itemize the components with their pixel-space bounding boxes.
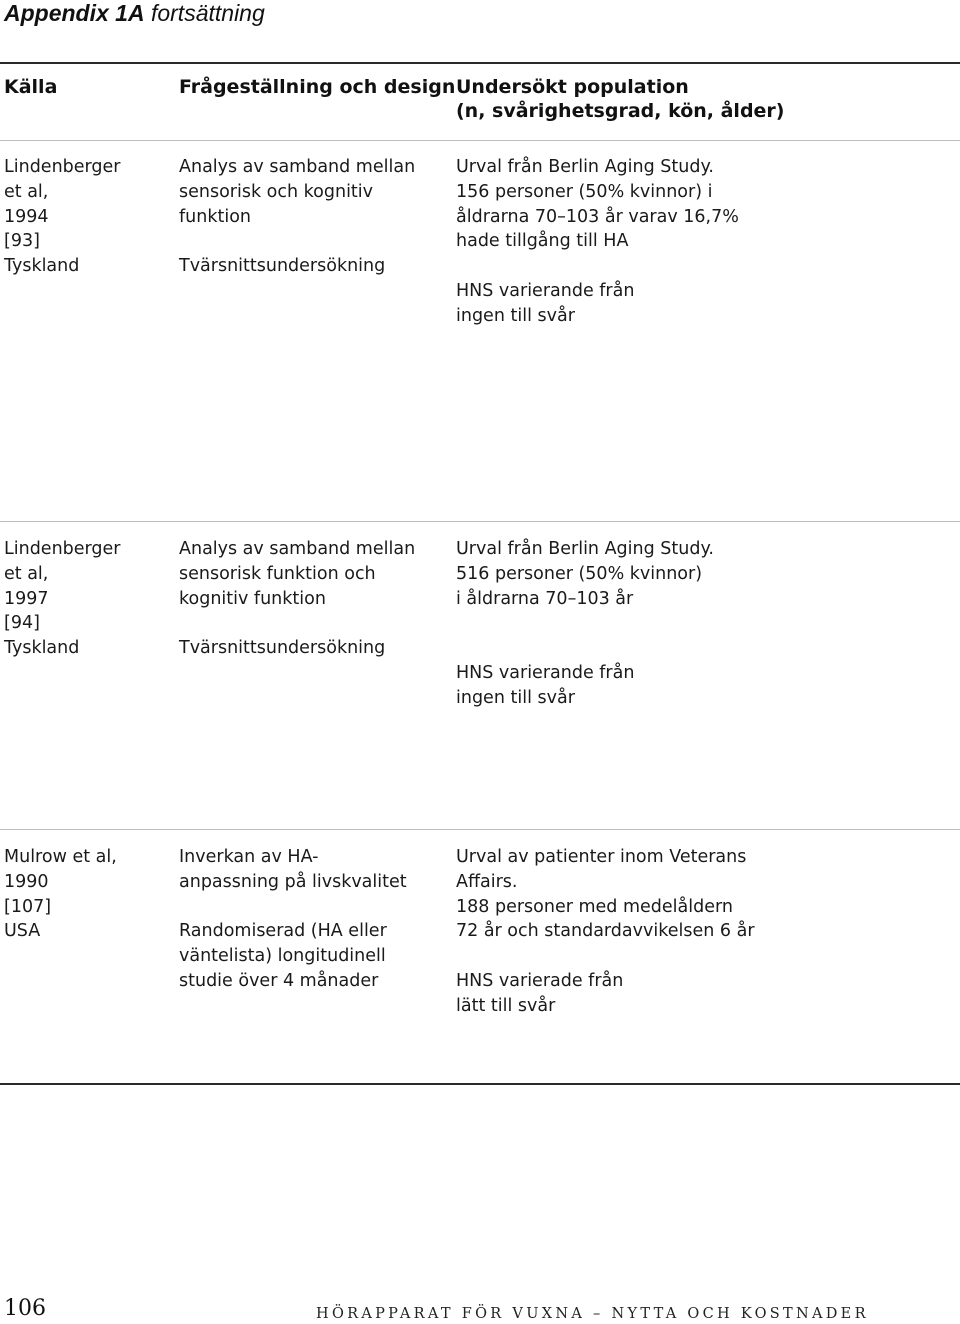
row3-population-line: lätt till svår bbox=[456, 995, 556, 1016]
row2-source-line: [94] bbox=[4, 613, 40, 634]
row2-population-gap bbox=[456, 636, 714, 661]
row1-question bbox=[179, 155, 415, 279]
row2-source-line: Lindenberger bbox=[4, 539, 121, 559]
row3-source bbox=[4, 845, 117, 944]
row1-source-line: Lindenberger bbox=[4, 157, 121, 177]
page-number: 106 bbox=[4, 1296, 46, 1321]
row3-question-line: Randomiserad (HA eller bbox=[179, 921, 387, 942]
column-header-question: Frågeställning och design bbox=[179, 76, 456, 98]
row2-question bbox=[179, 537, 415, 661]
row3-source-line: [107] bbox=[4, 896, 52, 917]
row2-question-line: Analys av samband mellan bbox=[179, 539, 416, 559]
page-title bbox=[4, 0, 265, 26]
row1-population bbox=[456, 155, 739, 329]
row1-population-gap bbox=[456, 254, 739, 279]
row2-population-line: HNS varierande från bbox=[456, 662, 635, 683]
row3-source-line: 1990 bbox=[4, 871, 49, 892]
header-bottom-rule bbox=[0, 140, 960, 141]
row2-source-line: Tyskland bbox=[4, 638, 80, 659]
row1-population-line: hade tillgång till HA bbox=[456, 231, 629, 252]
row1-source-line: Tyskland bbox=[4, 256, 80, 277]
row3-population-line: Urval av patienter inom Veterans bbox=[456, 847, 747, 867]
row1-question-line: Analys av samband mellan bbox=[179, 157, 416, 177]
row1-question-line: funktion bbox=[179, 206, 251, 227]
row2-population-line: i åldrarna 70–103 år bbox=[456, 588, 634, 609]
row2-population-line: ingen till svår bbox=[456, 687, 575, 708]
row1-question-gap bbox=[179, 229, 415, 254]
row2-source-line: 1997 bbox=[4, 588, 49, 609]
header-top-rule bbox=[0, 62, 960, 64]
row3-question-line: anpassning på livskvalitet bbox=[179, 871, 407, 892]
row1-source bbox=[4, 155, 121, 279]
row3-population-line: Affairs. bbox=[456, 871, 518, 892]
row3-population-line: HNS varierade från bbox=[456, 970, 624, 991]
title-continuation: fortsättning bbox=[150, 0, 265, 26]
row2-population-gap bbox=[456, 611, 714, 636]
row3-question-line: väntelista) longitudinell bbox=[179, 946, 386, 967]
row3-population-line: 72 år och standardavvikelsen 6 år bbox=[456, 921, 755, 942]
row1-population-line: ingen till svår bbox=[456, 305, 575, 326]
row2-population bbox=[456, 537, 714, 711]
row2-question-line: kognitiv funktion bbox=[179, 588, 326, 609]
row1-population-line: HNS varierande från bbox=[456, 280, 635, 301]
row3-question-line: Inverkan av HA- bbox=[179, 847, 319, 867]
column-header-population bbox=[456, 75, 784, 123]
row1-question-line: Tvärsnittsundersökning bbox=[179, 256, 386, 277]
table-bottom-rule bbox=[0, 1083, 960, 1085]
row1-population-line: Urval från Berlin Aging Study. bbox=[456, 157, 714, 177]
row2-question-gap bbox=[179, 611, 415, 636]
column-header-source: Källa bbox=[4, 76, 58, 98]
row-divider bbox=[0, 829, 960, 830]
column-header-population-line2: (n, svårighetsgrad, kön, ålder) bbox=[456, 100, 785, 122]
row3-population-line: 188 personer med medelåldern bbox=[456, 896, 733, 917]
row1-source-line: 1994 bbox=[4, 206, 49, 227]
running-title: HÖRAPPARAT FÖR VUXNA – NYTTA OCH KOSTNADER bbox=[316, 1306, 869, 1322]
row3-population-gap bbox=[456, 944, 755, 969]
row2-source bbox=[4, 537, 121, 661]
row1-population-line: 156 personer (50% kvinnor) i bbox=[456, 181, 713, 202]
row2-question-line: Tvärsnittsundersökning bbox=[179, 638, 386, 659]
row3-population bbox=[456, 845, 755, 1019]
row2-source-line: et al, bbox=[4, 563, 49, 584]
row1-source-line: [93] bbox=[4, 231, 40, 252]
row-divider bbox=[0, 521, 960, 522]
row1-question-line: sensorisk och kognitiv bbox=[179, 181, 374, 202]
row3-source-line: USA bbox=[4, 921, 41, 942]
row1-population-line: åldrarna 70–103 år varav 16,7% bbox=[456, 206, 739, 227]
title-appendix: Appendix 1A bbox=[4, 0, 145, 26]
row2-population-line: 516 personer (50% kvinnor) bbox=[456, 563, 703, 584]
row3-source-line: Mulrow et al, bbox=[4, 847, 117, 867]
row3-question-gap bbox=[179, 895, 407, 920]
row3-question bbox=[179, 845, 407, 994]
row3-question-line: studie över 4 månader bbox=[179, 970, 379, 991]
row1-source-line: et al, bbox=[4, 181, 49, 202]
row2-question-line: sensorisk funktion och bbox=[179, 563, 376, 584]
column-header-population-line1: Undersökt population bbox=[456, 76, 689, 98]
row2-population-line: Urval från Berlin Aging Study. bbox=[456, 539, 714, 559]
